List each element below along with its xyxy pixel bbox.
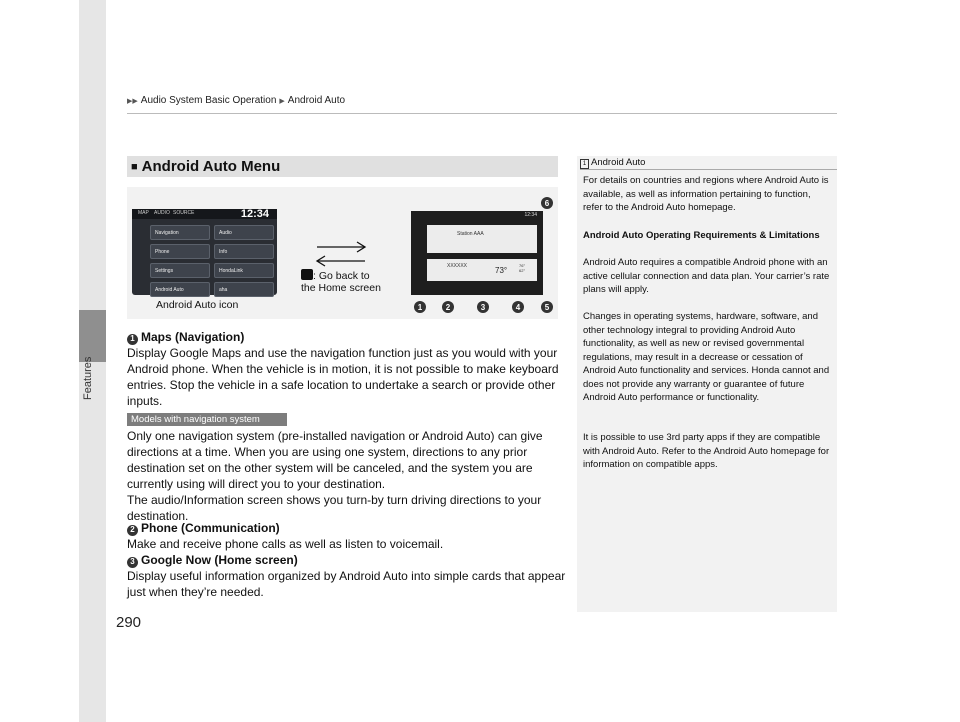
unit-menu-phone: Phone [150, 244, 210, 259]
callout-5: 5 [541, 301, 553, 313]
models-tag: Models with navigation system [127, 413, 287, 426]
callout-1: 1 [414, 301, 426, 313]
nav-text-2: The audio/Information screen shows you turn-by turn driving directions to your destination. [127, 493, 542, 523]
page-number: 290 [116, 614, 142, 631]
menu-figure [127, 187, 558, 319]
callout-6: 6 [541, 197, 553, 209]
number-badge: 3 [127, 557, 138, 568]
android-auto-icon-label: Android Auto icon [156, 299, 239, 311]
note-subheading: Android Auto Operating Requirements & Limitations [583, 230, 820, 241]
side-note-heading: 1 Android Auto [580, 157, 645, 169]
item-maps [127, 329, 567, 409]
item-phone [127, 520, 567, 552]
header-rule [127, 113, 837, 114]
note-paragraph-1: For details on countries and regions where Android Auto is available, as well as information pertaining to function, refer to the Android Auto homepage. [583, 175, 829, 213]
item-title: Maps (Navigation) [141, 330, 245, 344]
unit-tab: SOURCE [173, 210, 195, 216]
side-label: Features [82, 356, 94, 400]
item-google-now [127, 552, 567, 600]
audio-unit-screen [132, 209, 277, 295]
breadcrumb-arrow-icon: ▶▶ [127, 97, 138, 105]
number-badge: 1 [127, 334, 138, 345]
unit-top-bar [132, 209, 277, 219]
item-title: Google Now (Home screen) [141, 553, 298, 567]
callout-4: 4 [512, 301, 524, 313]
note-paragraph-3: Changes in operating systems, hardware, software, and other technology integral to providing Android Auto functionality, as well as new or revised governmental regulations, may result in a decrease or cessation of Android Auto functionality and services. Honda cannot and does not provide any warranty or guarantee of future Android Auto performance or functionality. [583, 311, 830, 403]
nav-paragraph [127, 428, 567, 524]
unit-clock: 12:34 [240, 208, 269, 220]
station-card: Station AAA [427, 225, 537, 253]
item-text: Display Google Maps and use the navigation function just as you would with your Android phone. When the vehicle is in motion, it is not possible to make keyboard entries. Stop the vehicle in a safe location to undertake a search or provide other inputs. [127, 346, 559, 408]
breadcrumb-item[interactable]: Audio System Basic Operation [140, 95, 277, 106]
unit-menu-navigation: Navigation [150, 225, 210, 240]
breadcrumb-item[interactable]: Android Auto [287, 95, 346, 106]
swap-arrows-icon [313, 239, 369, 269]
weather-card: XXXXXX 73° 76° 62° [427, 259, 537, 281]
section-heading [127, 156, 558, 177]
item-text: Display useful information organized by Android Auto into simple cards that appear just when they’re needed. [127, 569, 566, 599]
callout-3: 3 [477, 301, 489, 313]
unit-tab: MAP [138, 210, 149, 216]
home-icon [301, 269, 313, 280]
unit-menu-hondalink: HondaLink [214, 263, 274, 278]
number-badge: 2 [127, 525, 138, 536]
nav-text: Only one navigation system (pre-installed navigation or Android Auto) can give directions at a time. When you are using one system, directions to any prior destination set on the other system will be canceled, and the system you are currently using will direct you to your destination. [127, 429, 543, 491]
note-paragraph-2: Android Auto requires a compatible Android phone with an active cellular connection and data plan. Your carrier’s rate plans will apply. [583, 257, 830, 295]
phone-status-clock: 12:34 [524, 212, 537, 218]
square-bullet-icon: ■ [131, 160, 138, 173]
unit-menu-android-auto: Android Auto [150, 282, 210, 297]
android-auto-screen [411, 211, 543, 295]
unit-tab: AUDIO [154, 210, 170, 216]
callout-2: 2 [442, 301, 454, 313]
section-title: Android Auto Menu [141, 158, 281, 175]
breadcrumb [127, 95, 345, 106]
breadcrumb-arrow-icon: ▶ [279, 97, 285, 105]
note-reference-icon: 1 [580, 159, 589, 169]
unit-menu-grid [150, 225, 274, 297]
note-paragraph-4: It is possible to use 3rd party apps if they are compatible with Android Auto. Refer to the Android Auto homepage for information on compatible apps. [583, 432, 830, 470]
item-title: Phone (Communication) [141, 521, 280, 535]
unit-menu-audio: Audio [214, 225, 274, 240]
side-tab-marker [79, 310, 106, 362]
unit-menu-aha: aha [214, 282, 274, 297]
item-text: Make and receive phone calls as well as listen to voicemail. [127, 537, 444, 551]
side-note-rule [580, 169, 837, 170]
home-note: : Go back to the Home screen [301, 270, 381, 294]
unit-menu-info: Info [214, 244, 274, 259]
unit-menu-settings: Settings [150, 263, 210, 278]
